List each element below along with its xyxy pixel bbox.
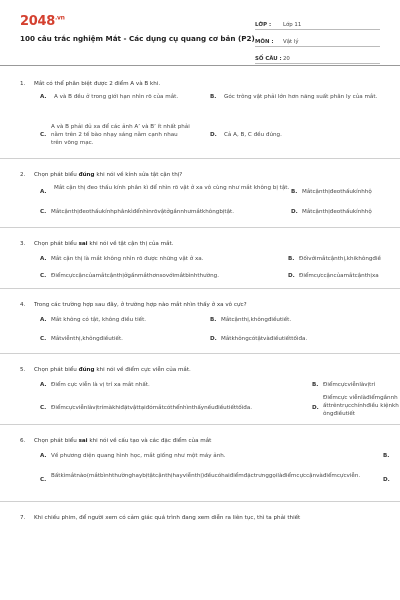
- meta-class: [255, 15, 380, 30]
- option-d[interactable]: D. Điểmcựccậncủamắtcậnthịxa: [288, 273, 379, 279]
- separator: [0, 353, 400, 354]
- logo-tld: .vn: [54, 14, 65, 22]
- option-a[interactable]: A. Mắt không có tật, không điều tiết.: [40, 317, 147, 323]
- subject-label: MÔN :: [255, 39, 274, 45]
- question-text: 6. Chọn phát biểu sai khi nói về cấu tạo và các đặc điểm của mắt: [20, 438, 212, 444]
- header: [0, 0, 400, 62]
- option-d[interactable]: D.: [383, 477, 390, 483]
- question-7: [0, 512, 400, 524]
- question-text: 1. Mắt có thể phân biệt được 2 điểm A và B khi.: [20, 81, 161, 87]
- option-c[interactable]: C. Điểmcựcviễnlàvịtrímàkhiđặtvậttạiđómắtcóthểnhìnthấynếuđiềutiếttốiđa.: [40, 405, 253, 411]
- option-c[interactable]: C. Bấtkìmắtnào(mắtbìnhthườnghaybịtậtcậnthịhayviễnthị)đềucóhaiđiểmđặctrưnggọilàđiểmcựccậnvàđiểmcựcviễn.: [40, 473, 361, 483]
- count-value: 20: [283, 56, 290, 62]
- separator: [0, 227, 400, 228]
- option-c[interactable]: C. Điểmcựccậncủamắtcậnthịởgầnmắthơnsovớimắtbìnhthường.: [40, 273, 219, 279]
- site-logo[interactable]: [20, 14, 65, 29]
- option-b[interactable]: B. Mắtcậnthịđeothấukínhhộ: [291, 189, 372, 195]
- option-a[interactable]: A. Về phương diện quang hình học, mắt giống như một máy ảnh.: [40, 453, 226, 459]
- question-list: [0, 78, 400, 524]
- class-label: LỚP :: [255, 22, 272, 28]
- option-a[interactable]: A. Mắt cận thị là mắt không nhìn rõ được những vật ở xa.: [40, 256, 204, 262]
- question-text: 2. Chọn phát biểu đúng khi nói về kính sửa tật cận thị?: [20, 172, 183, 178]
- question-3: [0, 238, 400, 289]
- option-a[interactable]: A. Mắt cận thị đeo thấu kính phân kì để nhìn rõ vật ở xa vô cùng như mắt không bị tật.: [40, 185, 290, 195]
- option-a[interactable]: A. A và B đều ở trong giới hạn nhìn rõ của mắt.: [40, 94, 179, 100]
- option-d[interactable]: D. Mắtkhôngcótậtvàđiềutiếttốiđa.: [210, 336, 308, 342]
- option-b[interactable]: B.: [383, 453, 390, 459]
- meta-count: [255, 49, 380, 64]
- count-label: SỐ CÂU :: [255, 56, 282, 62]
- question-2: [0, 169, 400, 228]
- question-text: 4. Trong các trường hợp sau đây, ở trường hợp nào mắt nhìn thấy ở xa vô cực?: [20, 302, 247, 308]
- options: [0, 90, 400, 158]
- header-divider: [0, 65, 400, 66]
- meta-info: [255, 15, 380, 66]
- page-title: 100 câu trắc nghiệm Mắt - Các dụng cụ quang cơ bản (P2): [20, 34, 255, 43]
- option-c[interactable]: C. A và B phải đủ xa để các ảnh A’ và B’ ít nhất phải nằm trên 2 tế bào nhạy sáng nằm cạnh nhau trên võng mạc.: [40, 124, 190, 146]
- question-5: [0, 364, 400, 425]
- option-b[interactable]: B. Điểmcựcviễnlàvịtrí: [312, 382, 376, 388]
- meta-subject: [255, 32, 380, 47]
- option-a[interactable]: A. Điểm cực viễn là vị trí xa mắt nhất.: [40, 382, 150, 388]
- separator: [0, 501, 400, 502]
- separator: [0, 288, 400, 289]
- options: [0, 250, 400, 288]
- options: [0, 447, 400, 501]
- option-d[interactable]: D. Điểmcực viễnlàđiểmgầnnhấttrêntrụcchínhđiều kiệnkhôngđiềutiết: [312, 395, 399, 417]
- option-b[interactable]: B. Đốivớimắtcậnthị,khikhôngđiề: [288, 256, 381, 262]
- question-6: [0, 435, 400, 502]
- separator: [0, 158, 400, 159]
- option-d[interactable]: D. Cả A, B, C đều đúng.: [210, 132, 282, 138]
- separator: [0, 424, 400, 425]
- question-4: [0, 299, 400, 354]
- options: [0, 181, 400, 227]
- logo-brand: 2048: [20, 14, 55, 29]
- question-text: 5. Chọn phát biểu đúng khi nói về điểm cực viễn của mắt.: [20, 367, 191, 373]
- option-c[interactable]: C. Mắtviễnthị,khôngđiềutiết.: [40, 336, 123, 342]
- options: [0, 311, 400, 353]
- option-d[interactable]: D. Mắtcậnthịđeothấukínhhộ: [291, 209, 372, 215]
- question-text: 7. Khi chiếu phim, để người xem có cảm giác quá trình đang xem diễn ra liên tục, thì ta phải thiết: [20, 515, 301, 521]
- option-b[interactable]: B. Mắtcậnthị,khôngđiềutiết.: [210, 317, 292, 323]
- option-b[interactable]: B. Góc trông vật phải lớn hơn năng suất phân ly của mắt.: [210, 94, 378, 100]
- question-text: 3. Chọn phát biểu sai khi nói về tật cận thị của mắt.: [20, 241, 174, 247]
- options: [0, 376, 400, 424]
- question-1: [0, 78, 400, 159]
- option-c[interactable]: C. Mắtcậnthịđeothấukínhphânkìđểnhìnrõvậtởgầnnhưmắtkhôngbịtật.: [40, 209, 235, 215]
- subject-value: Vật lý: [283, 39, 299, 45]
- class-value: Lớp 11: [283, 22, 302, 28]
